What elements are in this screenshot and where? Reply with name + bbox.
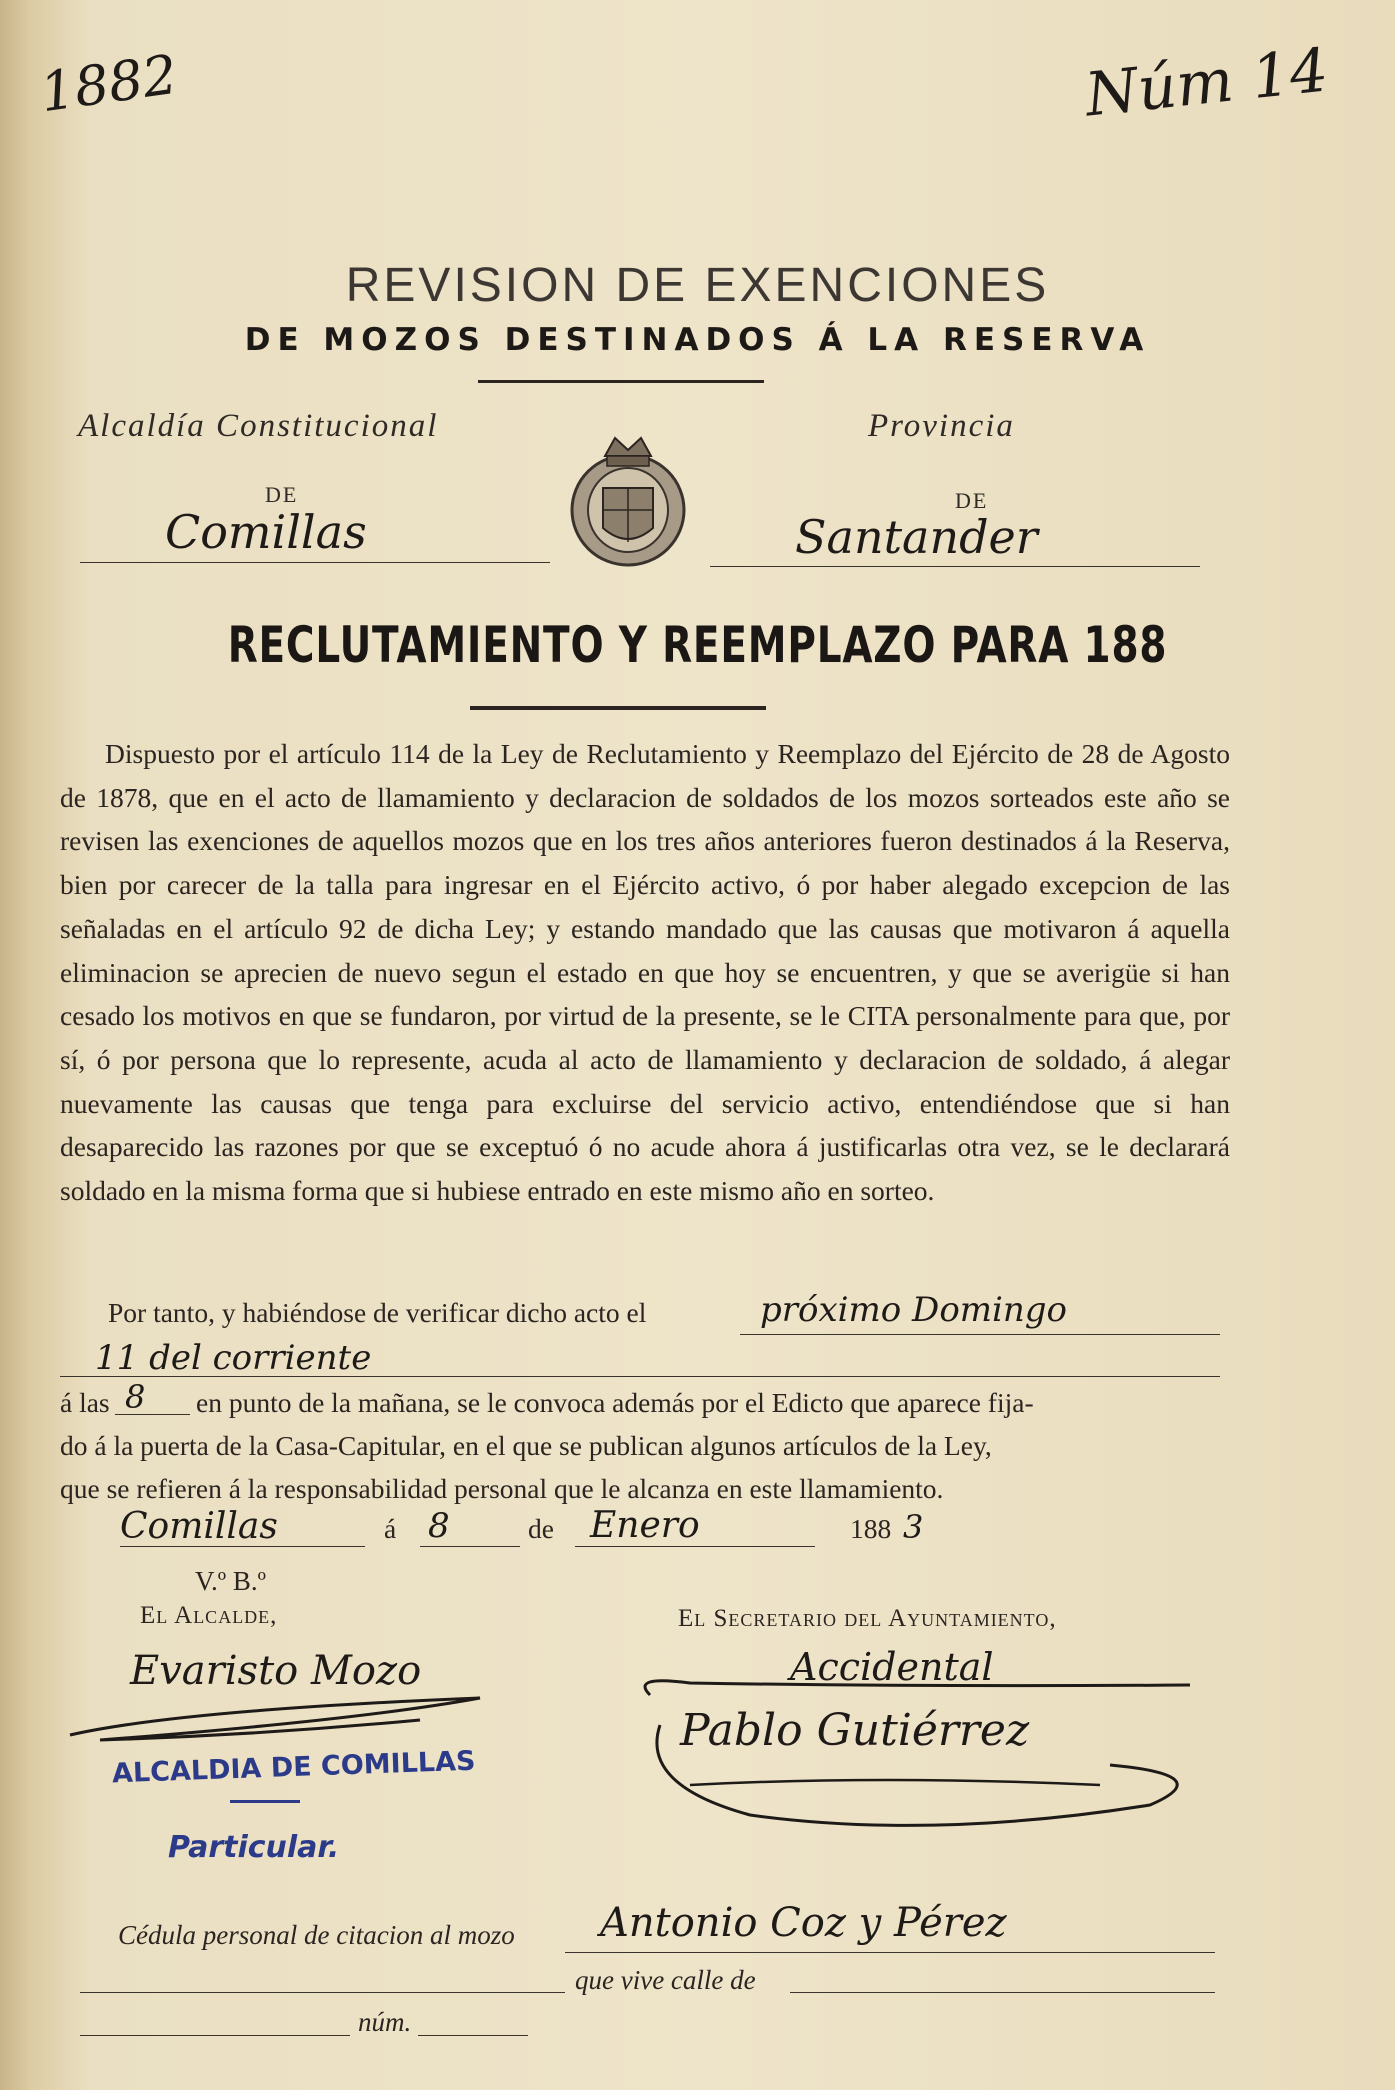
date-de: de [528, 1513, 554, 1544]
mozo-name: Antonio Coz y Pérez [600, 1900, 1007, 1946]
por-tanto-text: Por tanto, y habiéndose de verificar dicho acto el [108, 1297, 647, 1328]
handwritten-month: 11 del corriente [95, 1338, 372, 1378]
main-heading: RECLUTAMIENTO Y REEMPLAZO PARA 188 [227, 616, 1168, 674]
province-handwritten: Santander [795, 510, 1038, 564]
handwritten-hour: 8 [125, 1378, 146, 1416]
secretario-signature: Pablo Gutiérrez [680, 1705, 1030, 1756]
date-a: á [384, 1513, 397, 1544]
alcalde-signature: Evaristo Mozo [130, 1648, 422, 1694]
alcalde-label: El Alcalde, [140, 1602, 278, 1629]
line-three: en punto de la mañana, se le convoca además por el Edicto que aparece fija- [196, 1387, 1034, 1418]
date-day-line [420, 1546, 520, 1547]
mozo-line [565, 1952, 1215, 1953]
province-line [710, 566, 1200, 567]
date-month: Enero [590, 1505, 700, 1546]
number-annotation: Núm 14 [1082, 35, 1332, 131]
de-label-left: DE [265, 482, 299, 507]
handwritten-day: próximo Domingo [760, 1290, 1068, 1330]
vive-line-left [80, 1992, 565, 1993]
de-label-right: DE [955, 488, 989, 513]
year-annotation: 1882 [36, 42, 182, 125]
num-line-right [418, 2035, 528, 2036]
secretario-flourish [630, 1665, 1230, 1865]
municipality-handwritten: Comillas [165, 505, 367, 559]
day-line [740, 1334, 1220, 1335]
cedula-label: Cédula personal de citacion al mozo [118, 1920, 515, 1950]
date-day: 8 [428, 1506, 450, 1546]
a-las-text: á las [60, 1387, 110, 1418]
vive-line-right [790, 1992, 1215, 1993]
stamp-alcaldia: ALCALDIA DE COMILLAS [111, 1745, 476, 1790]
secretario-label: El Secretario del Ayuntamiento, [678, 1605, 1057, 1632]
num-line-left [80, 2035, 350, 2036]
stamp-rule [230, 1800, 300, 1803]
alcaldia-label: Alcaldía Constitucional [78, 408, 439, 444]
date-place-line [120, 1546, 365, 1547]
vive-label: que vive calle de [575, 1965, 756, 1995]
body-paragraph: Dispuesto por el artículo 114 de la Ley de Reclutamiento y Reemplazo del Ejército de 28 de Agosto de 1878, que en el acto de llamamiento y declaracion de soldados de los mozos sorteados este año se revisen las exenciones de aquellos mozos que en los tres años anteriores fueron destinados á la Reserva, bien por carecer de la talla para ingresar en el Ejército activo, ó por haber alegado excepcion de las señaladas en el artículo 92 de dicha Ley; y estando mandado que las causas que motivaron á aquella eliminacion se aprecien de nuevo segun el estado en que hoy se encuentren, y que se averigüe si han cesado los motivos en que se fundaron, por virtud de la presente, se le CITA personalmente para que, por sí, ó por persona que lo represente, acuda al acto de llamamiento y declaracion de soldado, á alegar nuevamente las causas que tenga para excluirse del servicio activo, entendiéndose que si han desaparecido las razones por que se exceptuó ó no acude ahora á justificarlas otra vez, se le declarará soldado en la misma forma que si hubiese entrado en este mismo año en sorteo. [60, 738, 1230, 1207]
month-line [60, 1376, 1220, 1377]
provincia-label: Provincia [868, 408, 1015, 444]
line-four: do á la puerta de la Casa-Capitular, en el que se publican algunos artículos de la Ley, [60, 1430, 992, 1461]
line-five: que se refieren á la responsabilidad personal que le alcanza en este llamamiento. [60, 1473, 944, 1504]
document-title: REVISION DE EXENCIONES [345, 259, 1050, 312]
date-year-prefix: 188 [850, 1513, 892, 1544]
visto-bueno: V.º B.º [195, 1566, 267, 1596]
heading-rule [470, 706, 766, 710]
num-label: núm. [358, 2007, 412, 2037]
municipality-line [80, 562, 550, 563]
document-subtitle: DE MOZOS DESTINADOS Á LA RESERVA [244, 322, 1151, 358]
date-place: Comillas [120, 1506, 278, 1547]
hour-line [115, 1414, 190, 1415]
coat-of-arms-icon [563, 418, 693, 568]
date-month-line [575, 1546, 815, 1547]
accidental-handwritten: Accidental [790, 1645, 994, 1689]
stamp-particular: Particular. [168, 1830, 340, 1865]
date-year-digit: 3 [903, 1508, 924, 1546]
title-rule [478, 380, 764, 383]
